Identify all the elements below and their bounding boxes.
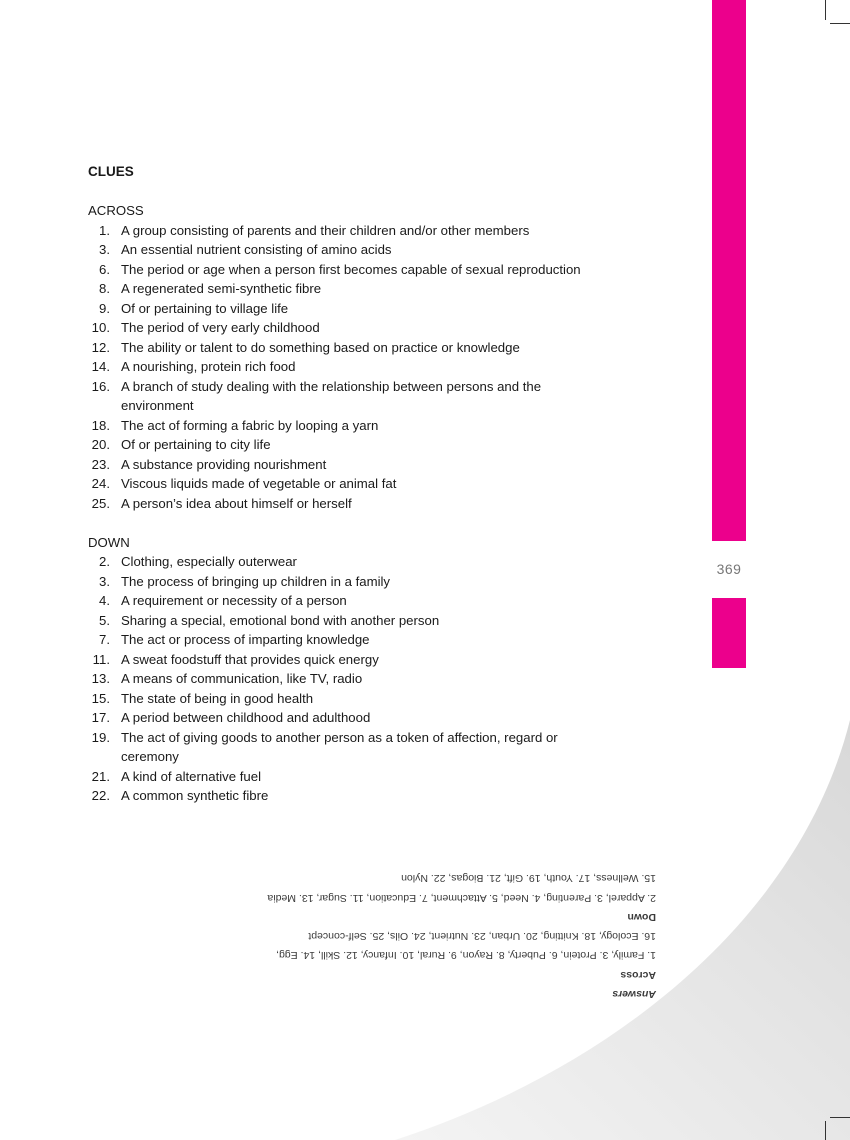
down-clue [88, 650, 628, 670]
clue-number: 1. [99, 222, 110, 238]
clue-text: A means of communication, like TV, radio [121, 671, 363, 686]
across-clue [88, 494, 628, 514]
clue-text: The period or age when a person first becomes capable of sexual reproduction [121, 261, 581, 277]
across-clue [88, 221, 628, 241]
clue-number: 15. [91, 690, 110, 706]
clue-text: A substance providing nourishment [121, 456, 327, 472]
down-clue-list [88, 552, 628, 806]
across-clue [88, 435, 628, 455]
across-clue [88, 318, 628, 338]
down-clue [88, 767, 628, 787]
answers-down-line: 15. Wellness, 17. Youth, 19. Gift, 21. Biogas, 22. Nylon [401, 872, 656, 885]
answers-across-heading: Across [620, 968, 656, 981]
crop-mark-bottom-horizontal [830, 1117, 850, 1118]
accent-bar-bottom [712, 598, 746, 668]
clue-number: 13. [91, 671, 110, 686]
down-clue [88, 728, 628, 767]
clues-title: CLUES [88, 164, 134, 179]
clue-number: 10. [91, 320, 110, 335]
clue-number: 8. [99, 281, 110, 296]
clue-number: 7. [99, 632, 110, 647]
across-heading: ACROSS [88, 203, 144, 218]
clue-text: A branch of study dealing with the relationship between persons and the environment [121, 378, 542, 413]
down-clue [88, 669, 628, 689]
clue-number: 11. [92, 651, 110, 667]
clue-number: 20. [91, 437, 110, 452]
answers-across-line: 1. Family, 3. Protein, 6. Puberty, 8. Rayon, 9. Rural, 10. Infancy, 12. Skill, 14. Egg, [276, 949, 656, 962]
clue-number: 3. [99, 573, 110, 589]
clue-number: 16. [91, 378, 110, 394]
clue-number: 14. [91, 359, 110, 374]
clue-number: 23. [91, 456, 110, 472]
accent-bar-top [712, 0, 746, 541]
clue-text: The ability or talent to do something based on practice or knowledge [121, 339, 520, 355]
clue-text: The act of giving goods to another person as a token of affection, regard or ceremony [121, 729, 558, 764]
across-clue [88, 474, 628, 494]
clue-text: A nourishing, protein rich food [121, 359, 296, 374]
across-clue [88, 260, 628, 280]
across-clue [88, 279, 628, 299]
clue-text: The act of forming a fabric by looping a yarn [121, 417, 379, 433]
clue-text: The process of bringing up children in a family [121, 573, 391, 589]
clue-text: Of or pertaining to village life [121, 300, 289, 316]
across-clue-list [88, 221, 628, 514]
clue-number: 19. [91, 729, 110, 745]
clue-number: 9. [99, 300, 110, 316]
page-number: 369 [716, 561, 742, 577]
clue-number: 4. [99, 593, 110, 608]
across-clue [88, 416, 628, 436]
clue-number: 3. [99, 242, 110, 257]
across-clue [88, 338, 628, 358]
down-clue [88, 552, 628, 572]
clue-text: A person’s idea about himself or herself [121, 495, 352, 511]
across-clue [88, 455, 628, 475]
clue-text: A group consisting of parents and their children and/or other members [121, 222, 530, 238]
crop-mark-top-horizontal [830, 23, 850, 24]
across-clue [88, 377, 628, 416]
answers-title: Answers [612, 988, 656, 1001]
across-clue [88, 299, 628, 319]
clue-text: The period of very early childhood [121, 320, 320, 335]
clue-text: A common synthetic fibre [121, 788, 269, 803]
down-clue [88, 708, 628, 728]
clue-number: 22. [91, 788, 110, 803]
clue-number: 17. [91, 710, 110, 725]
clue-text: Clothing, especially outerwear [121, 554, 297, 569]
answers-across-line: 16. Ecology, 18. Knitting, 20. Urban, 23. Nutrient, 24. Oils, 25. Self-concept [308, 930, 656, 943]
clues-section [88, 162, 628, 806]
clue-number: 6. [99, 261, 110, 277]
clue-text: Viscous liquids made of vegetable or animal fat [121, 476, 397, 491]
clue-text: A regenerated semi-synthetic fibre [121, 281, 322, 296]
crop-mark-bottom-vertical [825, 1121, 826, 1140]
clue-text: The state of being in good health [121, 690, 314, 706]
clue-number: 24. [91, 476, 110, 491]
down-clue [88, 786, 628, 806]
clue-text: The act or process of imparting knowledge [121, 632, 370, 647]
clue-number: 18. [91, 417, 110, 433]
clue-text: A sweat foodstuff that provides quick energy [121, 651, 379, 667]
clue-text: Of or pertaining to city life [121, 437, 271, 452]
clue-number: 25. [91, 495, 110, 511]
clue-text: An essential nutrient consisting of amino acids [121, 242, 392, 257]
answers-down-line: 2. Apparel, 3. Parenting, 4. Need, 5. Attachment, 7. Education, 11. Sugar, 13. Media [267, 891, 656, 904]
clue-number: 5. [99, 612, 110, 628]
clue-text: A requirement or necessity of a person [121, 593, 347, 608]
across-clue [88, 357, 628, 377]
down-clue [88, 572, 628, 592]
crop-mark-top-vertical [825, 0, 826, 20]
answers-key-inverted [240, 868, 656, 1003]
down-clue [88, 689, 628, 709]
down-clue [88, 591, 628, 611]
clue-number: 12. [91, 339, 110, 355]
clue-number: 2. [99, 554, 110, 569]
clue-text: A period between childhood and adulthood [121, 710, 371, 725]
clue-text: Sharing a special, emotional bond with another person [121, 612, 440, 628]
down-clue [88, 611, 628, 631]
clue-text: A kind of alternative fuel [121, 768, 262, 784]
clue-number: 21. [91, 768, 110, 784]
answers-down-heading: Down [627, 910, 656, 923]
down-heading: DOWN [88, 534, 130, 550]
down-clue [88, 630, 628, 650]
across-clue [88, 240, 628, 260]
